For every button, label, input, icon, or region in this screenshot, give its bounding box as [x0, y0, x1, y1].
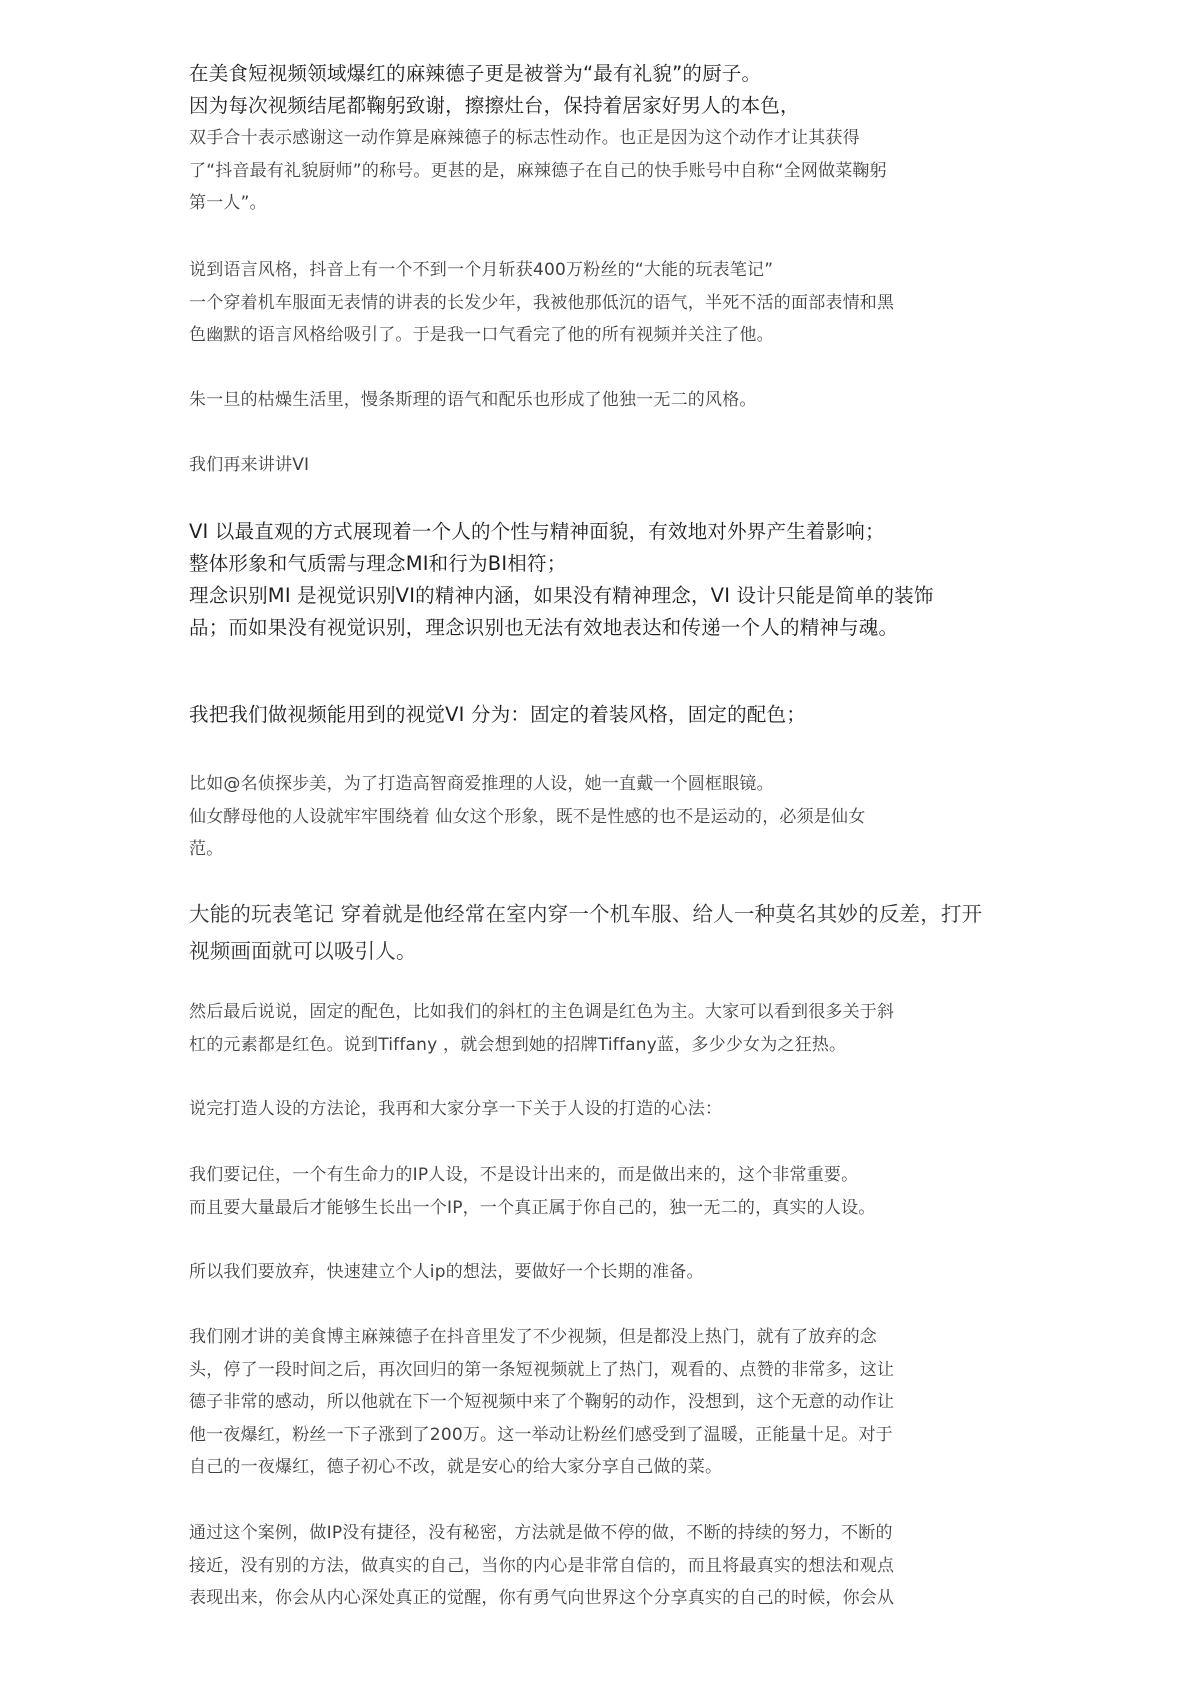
paragraph-examples — [189, 768, 865, 866]
paragraph-outfit-style — [189, 896, 982, 970]
text-line: 他一夜爆红，粉丝一下子涨到了200万。这一举动让粉丝们感受到了温暖，正能量十足。对于 — [189, 1424, 893, 1445]
text-line: 通过这个案例，做IP没有捷径，没有秘密，方法就是做不停的做，不断的持续的努力，不断的 — [189, 1523, 893, 1543]
text-line: 然后最后说说，固定的配色，比如我们的斜杠的主色调是红色为主。大家可以看到很多关于斜 — [189, 1002, 895, 1022]
text-line: 仙女酵母他的人设就牢牢围绕着 仙女这个形象，既不是性感的也不是运动的，必须是仙女 — [189, 806, 866, 827]
text-line: 杠的元素都是红色。说到Tiffany ，就会想到她的招牌Tiffany蓝，多少少女为之狂热。 — [189, 1034, 847, 1055]
paragraph-conclusion — [189, 1517, 894, 1615]
paragraph-zhu-yidan — [189, 384, 757, 417]
text-line: 说完打造人设的方法论，我再和大家分享一下关于人设的打造的心法： — [189, 1099, 723, 1119]
text-line: VI 以最直观的方式展现着一个人的个性与精神面貌，有效地对外界产生着影响； — [189, 520, 885, 543]
text-line: 整体形象和气质需与理念MI和行为BI相符； — [189, 552, 567, 575]
text-line: 我们再来讲讲VI — [189, 455, 310, 475]
text-line: 我们要记住，一个有生命力的IP人设，不是设计出来的，而是做出来的，这个非常重要。 — [189, 1165, 859, 1185]
text-line: 第一人”。 — [189, 193, 267, 213]
text-line: 自己的一夜爆红，德子初心不改，就是安心的给大家分享自己做的菜。 — [189, 1457, 723, 1477]
paragraph-mala-dezi-intro — [189, 58, 800, 122]
text-line: 理念识别MI 是视觉识别VI的精神内涵，如果没有精神理念，VI 设计只能是简单的装饰 — [189, 584, 934, 607]
paragraph-case-story — [189, 1321, 894, 1484]
paragraph-color-scheme — [189, 996, 894, 1061]
text-line: 我把我们做视频能用到的视觉VI 分为：固定的着装风格，固定的配色； — [189, 703, 806, 726]
text-line: 范。 — [189, 839, 224, 859]
text-line: 色幽默的语言风格给吸引了。于是我一口气看完了他的所有视频并关注了他。 — [189, 325, 774, 345]
text-line: 说到语言风格，抖音上有一个不到一个月斩获400万粉丝的“大能的玩表笔记” — [189, 260, 774, 280]
paragraph-long-term — [189, 1256, 704, 1289]
text-line: 一个穿着机车服面无表情的讲表的长发少年，我被他那低沉的语气，半死不活的面部表情和黑 — [189, 292, 895, 313]
text-line: 了“抖音最有礼貌厨师”的称号。更甚的是，麻辣德子在自己的快手账号中自称“全网做菜鞠躬 — [189, 160, 887, 181]
paragraph-language-style — [189, 254, 894, 352]
paragraph-ip-persona — [189, 1159, 875, 1224]
text-line: 双手合十表示感谢这一动作算是麻辣德子的标志性动作。也正是因为这个动作才让其获得 — [189, 128, 860, 148]
paragraph-signature-gesture — [189, 122, 887, 220]
text-line: 品；而如果没有视觉识别，理念识别也无法有效地表达和传递一个人的精神与魂。 — [189, 616, 899, 639]
text-line: 头，停了一段时间之后，再次回归的第一条短视频就上了热门，观看的、点赞的非常多，这让 — [189, 1359, 895, 1380]
text-line: 因为每次视频结尾都鞠躬致谢，擦擦灶台，保持着居家好男人的本色， — [189, 94, 800, 117]
paragraph-mindset-intro — [189, 1093, 722, 1126]
paragraph-vi-heading — [189, 449, 309, 482]
text-line: 表现出来，你会从内心深处真正的觉醒，你有勇气向世界这个分享真实的自己的时候，你会从 — [189, 1588, 895, 1608]
text-line: 在美食短视频领域爆红的麻辣德子更是被誉为“最有礼貌”的厨子。 — [189, 62, 762, 85]
paragraph-vi-definition — [189, 516, 934, 644]
text-line: 德子非常的感动，所以他就在下一个短视频中来了个鞠躬的动作，没想到，这个无意的动作让 — [189, 1392, 895, 1412]
text-line: 所以我们要放弃，快速建立个人ip的想法，要做好一个长期的准备。 — [189, 1262, 704, 1282]
text-line: 视频画面就可以吸引人。 — [189, 939, 417, 963]
text-line: 大能的玩表笔记 穿着就是他经常在室内穿一个机车服、给人一种莫名其妙的反差，打开 — [189, 902, 983, 926]
text-line: 我们刚才讲的美食博主麻辣德子在抖音里发了不少视频，但是都没上热门，就有了放弃的念 — [189, 1327, 877, 1347]
text-line: 比如@名侦探步美，为了打造高智商爱推理的人设，她一直戴一个圆框眼镜。 — [189, 774, 774, 794]
text-line: 而且要大量最后才能够生长出一个IP，一个真正属于你自己的，独一无二的，真实的人设。 — [189, 1197, 876, 1218]
paragraph-vi-categories — [189, 699, 806, 731]
text-line: 接近，没有别的方法，做真实的自己，当你的内心是非常自信的，而且将最真实的想法和观点 — [189, 1555, 895, 1576]
text-line: 朱一旦的枯燥生活里，慢条斯理的语气和配乐也形成了他独一无二的风格。 — [189, 390, 757, 410]
